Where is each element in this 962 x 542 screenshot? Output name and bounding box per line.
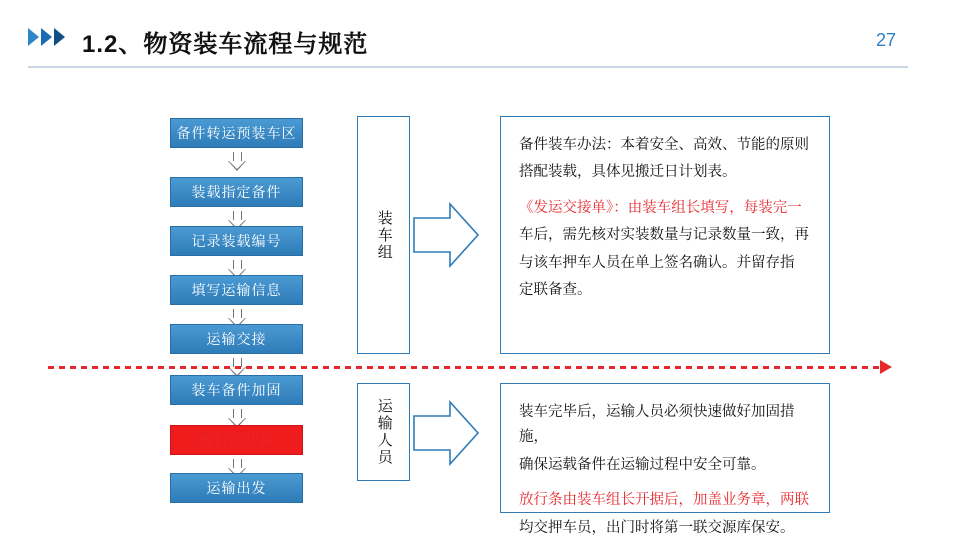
divider-arrow-icon: [880, 360, 892, 374]
role-box-transport-staff: [357, 383, 410, 481]
role-label: 运输人员: [375, 398, 393, 466]
panel-text-line: 《发运交接单》：由装车组长填写，每装完一: [519, 199, 802, 216]
page-number: 27: [875, 30, 896, 50]
panel-text-line: 放行条由装车组长开据后，加盖业务章，两联: [519, 492, 809, 509]
flow-step-8: 运输出发: [170, 473, 303, 503]
panel-text-line: 定联备查。: [519, 281, 592, 298]
role-label: 装车组: [375, 209, 393, 261]
flow-step-3: 记录装载编号: [170, 226, 303, 256]
slide-header: [0, 0, 962, 68]
header-divider: [28, 66, 908, 68]
panel-text-line: 车后，需先核对实装数量与记录数量一致，再: [519, 227, 809, 244]
block-arrow-right-icon: [412, 398, 482, 468]
panel-text-line: 与该车押车人员在单上签名确认。并留存指: [519, 254, 795, 271]
panel-text-line: 备件装车办法：本着安全、高效、节能的原则: [519, 137, 809, 153]
role-box-loading-team: [357, 116, 410, 354]
flow-step-6: 装车备件加固: [170, 375, 303, 405]
triple-chevron-right-icon: [28, 28, 65, 46]
panel-text-line: 均交押车员，出门时将第一联交源库保安。: [519, 519, 795, 536]
page-title: 1.2、物资装车流程与规范: [82, 31, 369, 58]
panel-text-line: 装车完毕后，运输人员必须快速做好加固措施，: [519, 404, 795, 446]
panel-text-line: 确保运载备件在运输过程中安全可靠。: [519, 456, 766, 473]
block-arrow-right-icon: [412, 200, 482, 270]
flow-step-7-highlight: 放行条开具: [170, 425, 303, 455]
panel-text-line: 搭配装载，具体见搬迁日计划表。: [519, 164, 737, 181]
flow-step-4: 填写运输信息: [170, 275, 303, 305]
flow-step-5: 运输交接: [170, 324, 303, 354]
red-dotted-divider: [48, 366, 884, 369]
flow-step-2: 装载指定备件: [170, 177, 303, 207]
info-panel-loading: [500, 116, 830, 354]
info-panel-transport: [500, 383, 830, 536]
arrow-down-icon: [228, 152, 245, 170]
flow-step-1: 备件转运预装车区: [170, 118, 303, 148]
